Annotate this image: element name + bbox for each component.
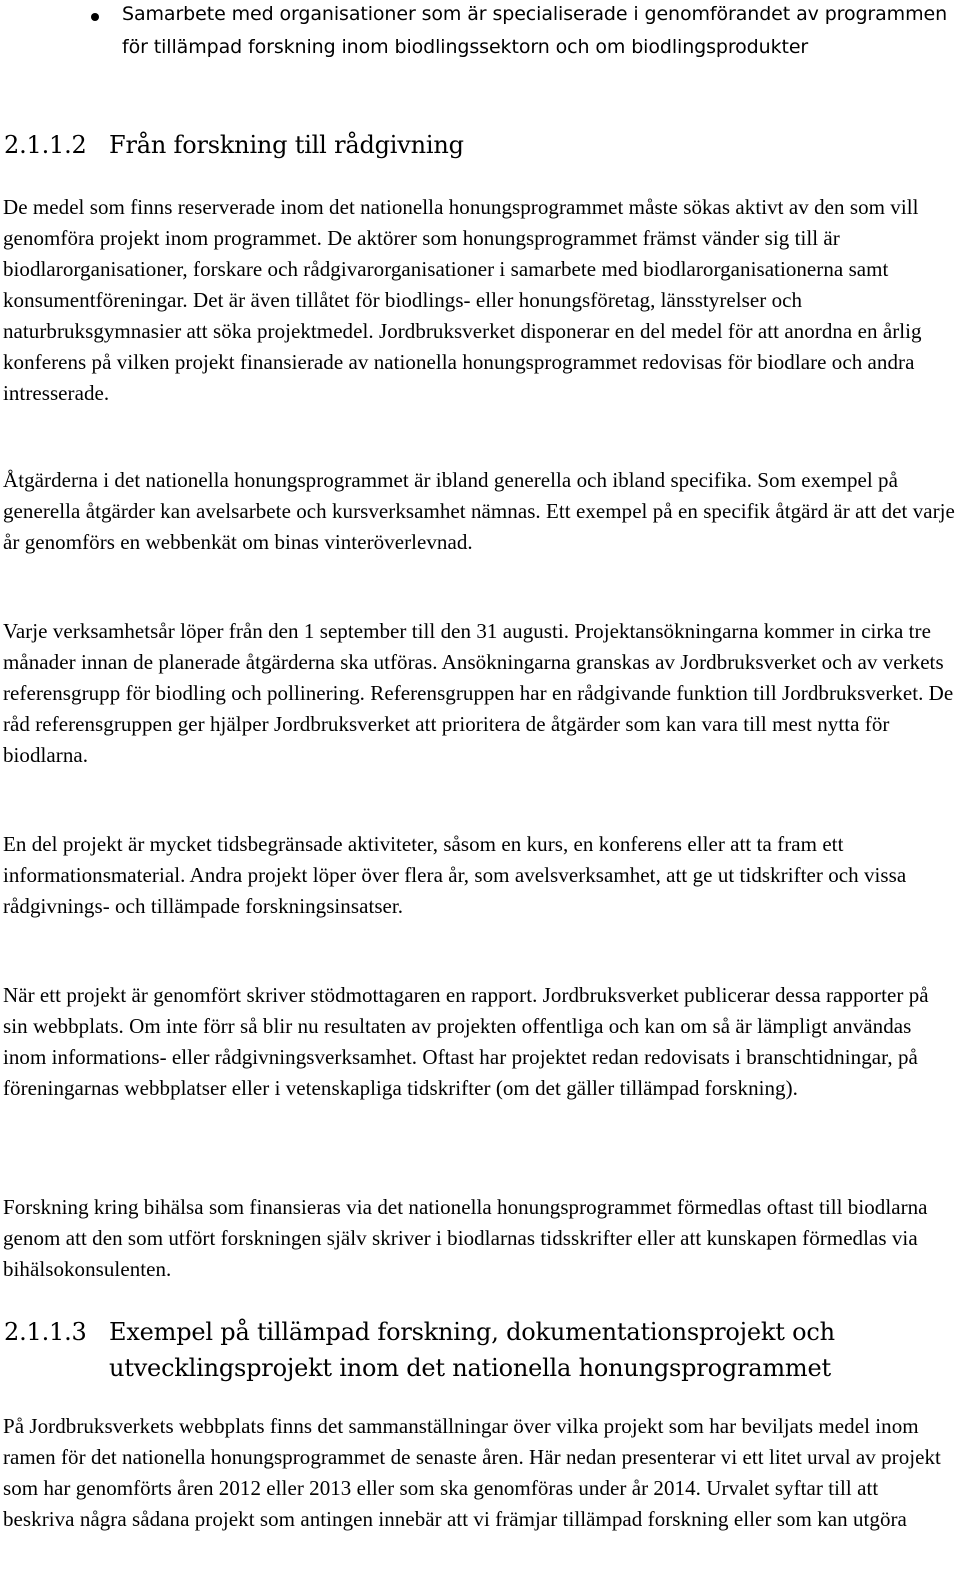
- section-title: Från forskning till rådgivning: [109, 131, 464, 159]
- paragraph: Åtgärderna i det nationella honungsprogrammet är ibland generella och ibland specifika. Som exempel på generella åtgärder kan avelsarbete och kursverksamhet nämnas. Ett exempel på en specifik åtgärd är att det varje år genomförs en webbenkät om binas vinteröverlevnad.: [3, 468, 955, 554]
- paragraph: De medel som finns reserverade inom det nationella honungsprogrammet måste sökas aktivt av den som vill genomföra projekt inom programmet. De aktörer som honungsprogrammet främst vänder sig till är biodlarorganisationer, forskare och rådgivarorganisationer i samarbete med biodlarorganisationerna samt konsumentföreningar. Det är även tillåtet för biodlings- eller honungsföretag, länsstyrelser och naturbruksgymnasier att söka projektmedel. Jordbruksverket disponerar en del medel för att anordna en årlig konferens på vilken projekt finansierade av nationella honungsprogrammet redovisas för biodlare och andra intresserade.: [3, 195, 922, 405]
- bullet-dot-icon: [91, 13, 99, 21]
- paragraph: Forskning kring bihälsa som finansieras via det nationella honungsprogrammet förmedlas oftast till biodlarna genom att den som utfört forskningen själv skriver i biodlarnas tidsskrifter eller att kunskapen förmedlas via bihälsokonsulenten.: [3, 1195, 928, 1281]
- section-number: 2.1.1.3: [4, 1318, 87, 1346]
- paragraph: Varje verksamhetsår löper från den 1 september till den 31 augusti. Projektansökningarna kommer in cirka tre månader innan de planerade åtgärderna ska utföras. Ansökningarna granskas av Jordbruksverket och av verkets referensgrupp för biodling och pollinering. Referensgruppen har en rådgivande funktion till Jordbruksverket. De råd referensgruppen ger hjälper Jordbruksverket att prioritera de åtgärder som kan vara till mest nytta för biodlarna.: [3, 619, 954, 767]
- paragraph: När ett projekt är genomfört skriver stödmottagaren en rapport. Jordbruksverket publicerar dessa rapporter på sin webbplats. Om inte förr så blir nu resultaten av projekten offentliga och kan om så är lämpligt användas inom informations- eller rådgivningsverksamhet. Oftast har projektet redan redovisats i branschtidningar, på föreningarnas webbplatser eller i vetenskapliga tidskrifter (om det gäller tillämpad forskning).: [3, 983, 929, 1100]
- section-title: Exempel på tillämpad forskning, dokumentationsprojekt och utvecklingsprojekt inom det nationella honungsprogrammet: [109, 1318, 835, 1382]
- paragraph: En del projekt är mycket tidsbegränsade aktiviteter, såsom en kurs, en konferens eller att ta fram ett informationsmaterial. Andra projekt löper över flera år, som avelsverksamhet, att ge ut tidskrifter och vissa rådgivnings- och tillämpade forskningsinsatser.: [3, 832, 907, 918]
- paragraph: På Jordbruksverkets webbplats finns det sammanställningar över vilka projekt som har beviljats medel inom ramen för det nationella honungsprogrammet de senaste åren. Här nedan presenterar vi ett litet urval av projekt som har genomförts åren 2012 eller 2013 eller som ska genomföras under år 2014. Urvalet syftar till att beskriva några sådana projekt som antingen innebär att vi främjar tillämpad forskning eller som kan utgöra: [3, 1414, 941, 1531]
- bullet-text: Samarbete med organisationer som är specialiserade i genomförandet av programmen för tillämpad forskning inom biodlingssektorn och om biodlingsprodukter: [122, 3, 948, 58]
- section-number: 2.1.1.2: [4, 131, 87, 159]
